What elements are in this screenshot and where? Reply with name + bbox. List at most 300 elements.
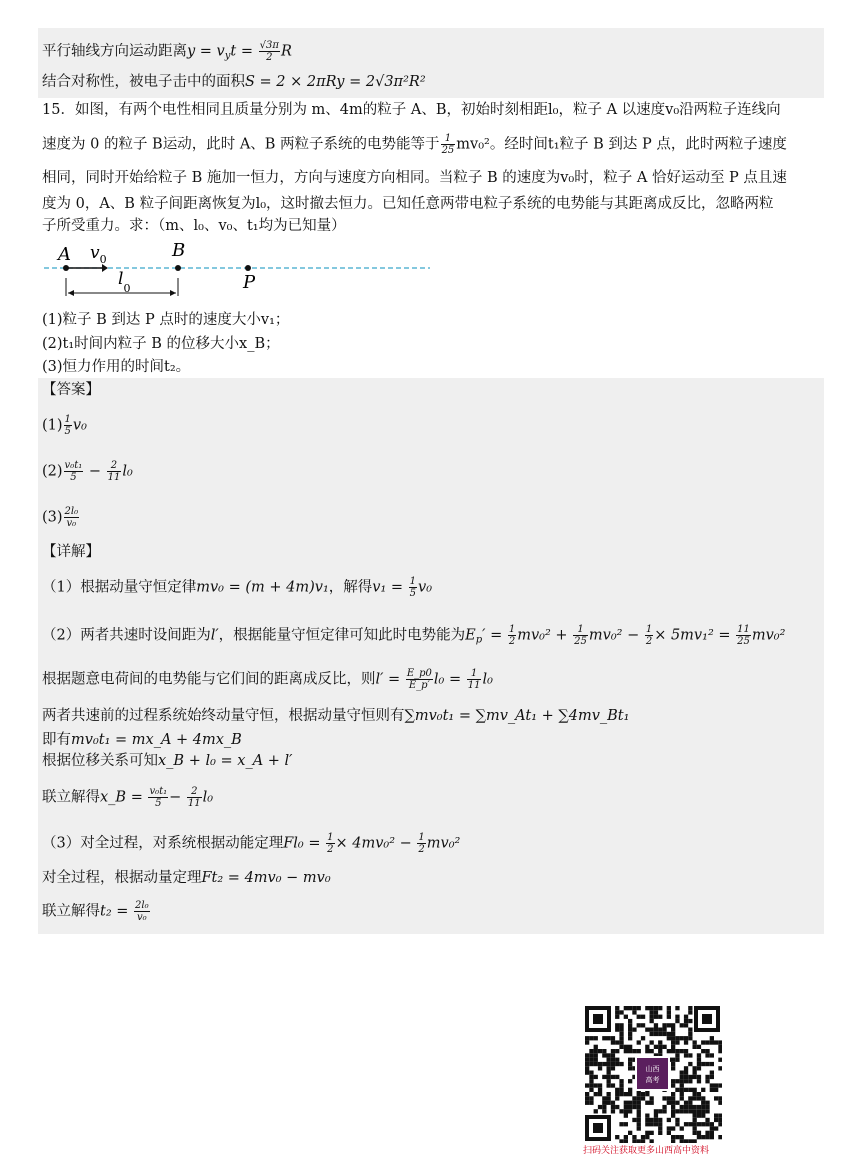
qr-module [645, 1049, 649, 1053]
qr-module [684, 1079, 688, 1083]
detail-step-3: 根据题意电荷间的电势能与它们间的距离成反比，则l′ = $\frac{E\_p0}{E\_p'}$ l₀ = $\frac{1}{11}$ l₀ [42, 668, 493, 691]
qr-module [628, 1019, 632, 1023]
detail-step-9: 对全过程，根据动量定理Ft₂ = 4mv₀ − mv₀ [42, 870, 331, 886]
qr-module [688, 1036, 692, 1040]
qr-module [615, 1096, 619, 1100]
qr-module [662, 1096, 666, 1100]
qr-module [718, 1083, 722, 1087]
qr-module [680, 1049, 684, 1053]
qr-module [624, 1114, 628, 1118]
qr-module [680, 1088, 684, 1092]
qr-module [637, 1006, 641, 1010]
qr-module [662, 1109, 666, 1113]
qr-module [671, 1036, 675, 1040]
qr-module [585, 1040, 589, 1044]
qr-module [619, 1045, 623, 1049]
qr-module [628, 1045, 632, 1049]
qr-module [667, 1096, 671, 1100]
qr-module [693, 1109, 697, 1113]
qr-module [628, 1058, 632, 1062]
qr-module [615, 1006, 619, 1010]
qr-module [718, 1122, 722, 1126]
qr-module [641, 1096, 645, 1100]
qr-module [710, 1131, 714, 1135]
qr-module [654, 1114, 658, 1118]
qr-code[interactable] [583, 1004, 722, 1143]
qr-module [701, 1122, 705, 1126]
qr-module [650, 1096, 654, 1100]
label-A: A [58, 244, 71, 265]
qr-module [675, 1053, 679, 1057]
qr-module [671, 1096, 675, 1100]
qr-module [675, 1049, 679, 1053]
qr-module [718, 1040, 722, 1044]
qr-module [611, 1040, 615, 1044]
qr-module [684, 1040, 688, 1044]
qr-module [654, 1010, 658, 1014]
qr-module [693, 1118, 697, 1122]
qr-module [662, 1023, 666, 1027]
qr-module [714, 1118, 718, 1122]
qr-module [637, 1040, 641, 1044]
qr-module [667, 1023, 671, 1027]
qr-module [637, 1092, 641, 1096]
qr-module [611, 1036, 615, 1040]
qr-module [658, 1032, 662, 1036]
qr-module [589, 1096, 593, 1100]
qr-module [585, 1092, 589, 1096]
qr-module [624, 1122, 628, 1126]
qr-module [688, 1032, 692, 1036]
qr-module [680, 1092, 684, 1096]
qr-module [671, 1114, 675, 1118]
qr-module [619, 1032, 623, 1036]
qr-module [658, 1015, 662, 1019]
qr-module [589, 1088, 593, 1092]
qr-module [671, 1058, 675, 1062]
qr-module [628, 1088, 632, 1092]
qr-module [624, 1045, 628, 1049]
qr-module [697, 1135, 701, 1139]
qr-module [705, 1079, 709, 1083]
qr-module [714, 1088, 718, 1092]
qr-module [619, 1109, 623, 1113]
qr-module [671, 1032, 675, 1036]
qr-module [714, 1114, 718, 1118]
qr-module [718, 1101, 722, 1105]
qr-module [705, 1053, 709, 1057]
qr-module [650, 1019, 654, 1023]
qr-module [675, 1006, 679, 1010]
particle-B-dot [175, 265, 181, 271]
qr-module [701, 1135, 705, 1139]
question-2: (2)t₁时间内粒子 B 的位移大小x_B； [42, 336, 280, 352]
qr-module [645, 1131, 649, 1135]
qr-module [641, 1015, 645, 1019]
qr-module [594, 1083, 598, 1087]
qr-module [680, 1126, 684, 1130]
qr-module [598, 1049, 602, 1053]
qr-module [585, 1071, 589, 1075]
qr-module [710, 1083, 714, 1087]
qr-module [637, 1096, 641, 1100]
qr-module [675, 1135, 679, 1139]
qr-module [619, 1088, 623, 1092]
qr-module [680, 1096, 684, 1100]
problem-line-4: 度为 0，A、B 粒子间距离恢复为l₀，这时撤去恒力。已知任意两带电粒子系统的电势能与其距离成反比，忽略两粒 [42, 196, 774, 212]
qr-module [675, 1118, 679, 1122]
qr-module [693, 1066, 697, 1070]
qr-module [650, 1131, 654, 1135]
qr-module [641, 1092, 645, 1096]
detail-step-6: 根据位移关系可知x_B + l₀ = x_A + l′ [42, 753, 293, 769]
qr-module [585, 1062, 589, 1066]
qr-module [684, 1023, 688, 1027]
label-P: P [243, 272, 256, 293]
qr-module [594, 1053, 598, 1057]
qr-module [624, 1092, 628, 1096]
qr-module [658, 1028, 662, 1032]
qr-module [671, 1049, 675, 1053]
qr-module [697, 1131, 701, 1135]
qr-module [628, 1079, 632, 1083]
qr-module [650, 1118, 654, 1122]
qr-module [688, 1101, 692, 1105]
qr-module [718, 1045, 722, 1049]
qr-module [688, 1062, 692, 1066]
qr-module [585, 1058, 589, 1062]
qr-module [675, 1019, 679, 1023]
qr-module [628, 1066, 632, 1070]
qr-module [701, 1040, 705, 1044]
qr-module [589, 1071, 593, 1075]
qr-module [637, 1049, 641, 1053]
qr-logo [637, 1058, 668, 1089]
qr-module [637, 1114, 641, 1118]
qr-module [662, 1105, 666, 1109]
qr-module [602, 1075, 606, 1079]
qr-module [632, 1049, 636, 1053]
qr-module [598, 1092, 602, 1096]
qr-module [667, 1036, 671, 1040]
qr-module [710, 1135, 714, 1139]
qr-module [710, 1088, 714, 1092]
qr-module [641, 1023, 645, 1027]
detail-step-1: （1）根据动量守恒定律mv₀ = (m + 4m)v₁，解得v₁ = $\frac{1}{5}$ v₀ [42, 576, 433, 599]
qr-logo-text-2: 高考 [645, 1076, 660, 1084]
qr-module [684, 1015, 688, 1019]
qr-module [628, 1036, 632, 1040]
qr-module [667, 1006, 671, 1010]
problem-line-3: 相同，同时开始给粒子 B 施加一恒力，方向与速度方向相同。当粒子 B 的速度为v₀时，粒子 A 恰好运动至 P 点且速 [42, 170, 787, 186]
detail-step-8: （3）对全过程，对系统根据动能定理Fl₀ = $\frac{1}{2}$ × 4mv₀² − $\frac{1}{2}$ mv₀² [42, 832, 461, 855]
qr-module [611, 1101, 615, 1105]
qr-module [628, 1006, 632, 1010]
qr-module [688, 1122, 692, 1126]
distance-arrow-right [170, 290, 176, 296]
qr-module [589, 1062, 593, 1066]
qr-module [602, 1105, 606, 1109]
qr-module [667, 1131, 671, 1135]
qr-module [624, 1101, 628, 1105]
qr-module [701, 1109, 705, 1113]
qr-module [654, 1118, 658, 1122]
qr-module [615, 1023, 619, 1027]
qr-module [607, 1083, 611, 1087]
qr-module [693, 1114, 697, 1118]
distance-arrow-left [68, 290, 74, 296]
qr-module [667, 1049, 671, 1053]
qr-module [675, 1040, 679, 1044]
qr-module [650, 1032, 654, 1036]
qr-module [662, 1028, 666, 1032]
qr-module [624, 1109, 628, 1113]
qr-module [645, 1122, 649, 1126]
qr-module [594, 1109, 598, 1113]
qr-module [615, 1088, 619, 1092]
qr-module [607, 1096, 611, 1100]
qr-module [705, 1109, 709, 1113]
qr-module [671, 1135, 675, 1139]
qr-module [693, 1122, 697, 1126]
qr-module [632, 1118, 636, 1122]
qr-module [710, 1122, 714, 1126]
qr-module [675, 1101, 679, 1105]
qr-module [662, 1045, 666, 1049]
qr-module [611, 1083, 615, 1087]
qr-module [602, 1062, 606, 1066]
qr-module [611, 1062, 615, 1066]
qr-module [611, 1058, 615, 1062]
qr-module [710, 1053, 714, 1057]
qr-module [705, 1049, 709, 1053]
qr-module [697, 1109, 701, 1113]
qr-module [602, 1053, 606, 1057]
qr-module [637, 1122, 641, 1126]
qr-module [718, 1066, 722, 1070]
qr-module [624, 1006, 628, 1010]
qr-module [607, 1092, 611, 1096]
problem-line-1: 15．如图，有两个电性相同且质量分别为 m、4m的粒子 A、B，初始时刻相距l₀，粒子 A 以速度v₀沿两粒子连线向 [42, 102, 781, 118]
qr-module [628, 1023, 632, 1027]
qr-module [697, 1096, 701, 1100]
qr-caption: 扫码关注获取更多山西高中资料 [583, 1146, 710, 1156]
qr-module [658, 1126, 662, 1130]
qr-module [632, 1096, 636, 1100]
label-B: B [172, 240, 186, 261]
qr-module [705, 1135, 709, 1139]
qr-module [718, 1114, 722, 1118]
qr-module [615, 1049, 619, 1053]
qr-module [718, 1096, 722, 1100]
qr-module [671, 1040, 675, 1044]
qr-module [714, 1126, 718, 1130]
qr-module [675, 1015, 679, 1019]
qr-module [594, 1045, 598, 1049]
qr-module [650, 1010, 654, 1014]
qr-module [641, 1135, 645, 1139]
qr-module [602, 1049, 606, 1053]
qr-module [589, 1049, 593, 1053]
qr-module [632, 1101, 636, 1105]
qr-module [611, 1105, 615, 1109]
qr-module [705, 1122, 709, 1126]
qr-module [654, 1122, 658, 1126]
qr-module [650, 1101, 654, 1105]
qr-module [718, 1049, 722, 1053]
qr-module [650, 1015, 654, 1019]
qr-module [589, 1058, 593, 1062]
qr-module [697, 1066, 701, 1070]
qr-module [680, 1135, 684, 1139]
qr-module [701, 1105, 705, 1109]
qr-module [628, 1049, 632, 1053]
qr-module [628, 1028, 632, 1032]
qr-module [598, 1062, 602, 1066]
qr-logo-text-1: 山西 [645, 1065, 660, 1073]
qr-module [680, 1109, 684, 1113]
qr-module [607, 1079, 611, 1083]
qr-module [654, 1032, 658, 1036]
qr-module [611, 1053, 615, 1057]
qr-module [693, 1096, 697, 1100]
qr-module [701, 1049, 705, 1053]
qr-module [611, 1075, 615, 1079]
qr-module [718, 1135, 722, 1139]
qr-module [688, 1096, 692, 1100]
qr-module [645, 1045, 649, 1049]
qr-module [658, 1131, 662, 1135]
qr-module [594, 1058, 598, 1062]
qr-module [693, 1105, 697, 1109]
problem-line-2: 速度为 0 的粒子 B运动，此时 A、B 两粒子系统的电势能等于 $\frac{1}{25}$ mv₀²。经时间t₁粒子 B 到达 P 点，此时两粒子速度 [42, 133, 787, 156]
qr-module [632, 1105, 636, 1109]
qr-module [645, 1101, 649, 1105]
qr-module [688, 1053, 692, 1057]
qr-module [671, 1083, 675, 1087]
qr-module [615, 1040, 619, 1044]
qr-module [628, 1032, 632, 1036]
qr-module [671, 1105, 675, 1109]
qr-module [718, 1058, 722, 1062]
qr-module [697, 1105, 701, 1109]
qr-module [615, 1105, 619, 1109]
qr-module [615, 1010, 619, 1014]
qr-module [615, 1058, 619, 1062]
qr-module [710, 1126, 714, 1130]
qr-module [701, 1096, 705, 1100]
qr-module [684, 1101, 688, 1105]
qr-module [680, 1075, 684, 1079]
qr-module [671, 1126, 675, 1130]
qr-module [667, 1010, 671, 1014]
qr-module [667, 1015, 671, 1019]
qr-module [705, 1101, 709, 1105]
qr-module [680, 1105, 684, 1109]
qr-module [628, 1092, 632, 1096]
qr-module [697, 1114, 701, 1118]
qr-module [693, 1131, 697, 1135]
qr-module [650, 1028, 654, 1032]
qr-module [607, 1062, 611, 1066]
qr-module [671, 1062, 675, 1066]
qr-module [705, 1040, 709, 1044]
qr-module [705, 1075, 709, 1079]
qr-module [675, 1036, 679, 1040]
qr-module [688, 1109, 692, 1113]
qr-module [654, 1015, 658, 1019]
qr-module [688, 1105, 692, 1109]
qr-module [619, 1040, 623, 1044]
qr-module [602, 1036, 606, 1040]
qr-module [667, 1032, 671, 1036]
qr-module [624, 1015, 628, 1019]
qr-module [628, 1062, 632, 1066]
top-line-2: 结合对称性，被电子击中的面积S = 2 × 2πRy = 2√3π²R² [42, 74, 426, 90]
qr-module [710, 1040, 714, 1044]
qr-module [714, 1096, 718, 1100]
qr-module [619, 1122, 623, 1126]
qr-module [658, 1122, 662, 1126]
qr-module [684, 1109, 688, 1113]
qr-module [658, 1118, 662, 1122]
answer-header: 【答案】 [42, 382, 100, 398]
qr-module [645, 1135, 649, 1139]
qr-module [684, 1105, 688, 1109]
qr-module [607, 1071, 611, 1075]
qr-module [654, 1006, 658, 1010]
qr-module [615, 1075, 619, 1079]
qr-module [671, 1109, 675, 1113]
qr-module [628, 1105, 632, 1109]
qr-module [658, 1040, 662, 1044]
qr-module [688, 1010, 692, 1014]
question-3: (3)恒力作用的时间t₂。 [42, 359, 191, 375]
qr-module [693, 1075, 697, 1079]
qr-module [710, 1036, 714, 1040]
qr-module [658, 1109, 662, 1113]
qr-module [650, 1040, 654, 1044]
qr-module [701, 1114, 705, 1118]
qr-module [693, 1045, 697, 1049]
qr-module [632, 1028, 636, 1032]
qr-module [684, 1036, 688, 1040]
qr-module [607, 1036, 611, 1040]
problem-line-5: 子所受重力。求：（m、l₀、v₀、t₁均为已知量） [42, 218, 346, 234]
label-v0: $v_0$ [90, 243, 107, 266]
qr-module [619, 1092, 623, 1096]
qr-module [594, 1036, 598, 1040]
qr-module [589, 1053, 593, 1057]
qr-module [585, 1066, 589, 1070]
qr-module [680, 1083, 684, 1087]
qr-module [611, 1109, 615, 1113]
qr-module [637, 1109, 641, 1113]
qr-module [697, 1092, 701, 1096]
qr-module [594, 1075, 598, 1079]
qr-module [718, 1118, 722, 1122]
qr-module [701, 1101, 705, 1105]
qr-module [658, 1049, 662, 1053]
qr-module [671, 1023, 675, 1027]
qr-module [671, 1101, 675, 1105]
qr-module [714, 1040, 718, 1044]
qr-module [714, 1083, 718, 1087]
qr-module [637, 1118, 641, 1122]
qr-module [619, 1023, 623, 1027]
qr-module [697, 1122, 701, 1126]
answer-3: (3) $\frac{\text{2l₀}}{\text{v₀}}$ [42, 506, 79, 529]
